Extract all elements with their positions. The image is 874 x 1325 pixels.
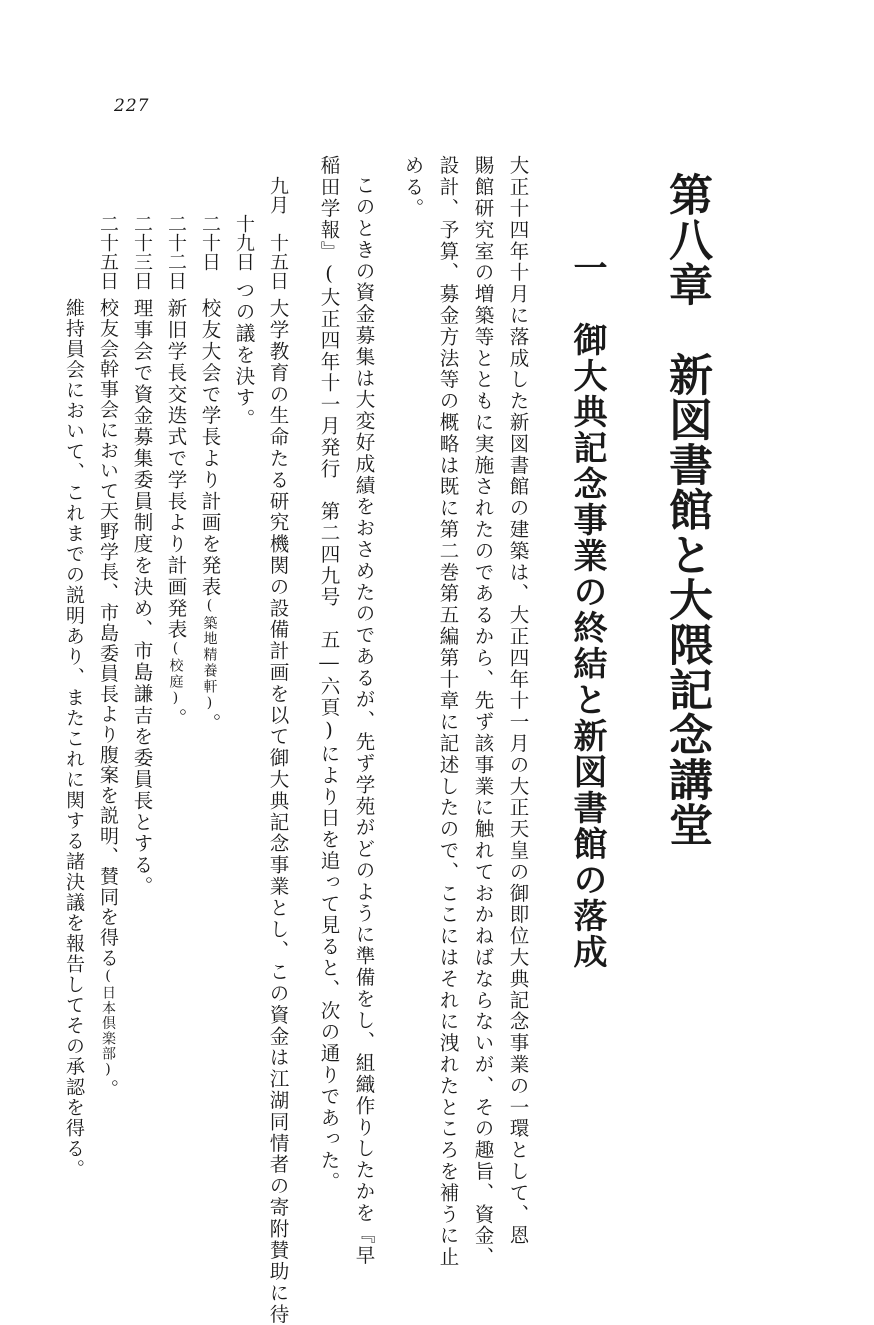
paragraph-line: 賜館研究室の増築等とともに実施されたのであるから、先ず該事業に触れておかねばならないが、その趣旨、資金、 xyxy=(471,155,495,1268)
timeline-text: 校友会幹事会において天野学長、市島委員長より腹案を説明、賛同を得る xyxy=(97,298,119,968)
section-title: 一 御大典記念事業の終結と新図書館の落成 xyxy=(567,250,607,970)
timeline-entry xyxy=(132,298,152,897)
paragraph-line: 稲田学報』(大正四年十一月発行 第二四九号 五―六頁)により日を追って見ると、次の通りであった。 xyxy=(317,155,341,1193)
paragraph-line: 大正十四年十月に落成した新図書館の建築は、大正四年十一月の大正天皇の御即位大典記念事業の一環として、恩 xyxy=(506,155,530,1247)
paragraph-line: このときの資金募集は大変好成績をおさめたのであるが、先ず学苑がどのように準備をし、組織作りしたかを『早 xyxy=(352,175,376,1267)
page-number: 227 xyxy=(114,96,150,116)
timeline-entry xyxy=(98,298,117,1099)
timeline-date: 二十二日 xyxy=(165,214,187,290)
timeline-text: つの議を決す。 xyxy=(232,280,256,430)
timeline-note: (日本倶楽部) xyxy=(100,967,116,1080)
paragraph-line: 設計、予算、募金方法等の概略は既に第二巻第五編第十章に記述したので、ここにはそれに洩れたところを補うに止 xyxy=(436,155,460,1268)
timeline-text: 理事会で資金募集委員制度を決め、市島謙吉を委員長とする。 xyxy=(130,298,154,898)
timeline-text: 大学教育の生命たる研究機関の設備計画を以て御大典記念事業とし、この資金は江湖同情者の寄附賛助に待 xyxy=(266,298,290,1325)
timeline-date: 十九日 xyxy=(233,214,255,271)
timeline-text: 校友大会で学長より計画を発表 xyxy=(198,298,222,598)
timeline-date: 二十三日 xyxy=(131,214,153,290)
timeline-entry xyxy=(200,298,220,734)
timeline-tail: 。 xyxy=(198,712,222,735)
timeline-date: 九月 十五日 xyxy=(267,176,289,290)
chapter-title: 第八章 新図書館と大隈記念講堂 xyxy=(661,172,712,847)
paragraph-line: める。 xyxy=(401,155,425,220)
timeline-tail: 。 xyxy=(164,708,188,730)
timeline-date: 二十日 xyxy=(199,214,221,271)
timeline-text: 維持員会において、これまでの説明あり、またこれに関する諸決議を報告してその承認を得る。 xyxy=(63,298,85,1180)
timeline-note: (校庭) xyxy=(167,640,184,709)
timeline-entry xyxy=(166,298,186,729)
timeline-text: 新旧学長交迭式で学長より計画発表 xyxy=(164,298,188,641)
timeline-date: 二十五日 xyxy=(97,214,119,290)
timeline-entry xyxy=(64,298,83,1180)
timeline-note: (築地精養軒) xyxy=(201,597,218,713)
timeline-tail: 。 xyxy=(97,1079,119,1100)
